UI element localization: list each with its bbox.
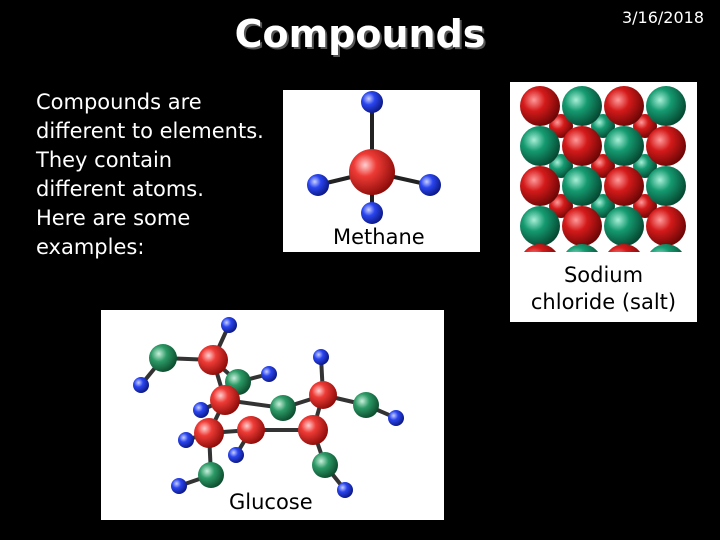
slide-date: 3/16/2018	[621, 8, 704, 27]
sodium-ion	[520, 86, 560, 126]
carbon-atom	[198, 345, 228, 375]
glucose-figure	[101, 310, 444, 520]
hydrogen-atom	[307, 174, 329, 196]
oxygen-atom	[353, 392, 379, 418]
chloride-ion	[562, 244, 602, 252]
hydrogen-atom	[171, 478, 187, 494]
carbon-atom	[349, 149, 395, 195]
chloride-ion	[604, 206, 644, 246]
methane-figure	[283, 90, 480, 252]
chloride-ion	[562, 86, 602, 126]
glucose-label: Glucose	[229, 490, 313, 514]
hydrogen-atom	[419, 174, 441, 196]
hydrogen-atom	[193, 402, 209, 418]
sodium-ion	[520, 244, 560, 252]
oxygen-atom	[270, 395, 296, 421]
chloride-ion	[562, 166, 602, 206]
hydrogen-atom	[228, 447, 244, 463]
carbon-atom	[237, 416, 265, 444]
carbon-atom	[210, 385, 240, 415]
hydrogen-atom	[361, 91, 383, 113]
sodium-chloride-lattice-diagram	[510, 82, 697, 252]
carbon-atom	[309, 381, 337, 409]
oxygen-atom	[149, 344, 177, 372]
carbon-atom	[298, 415, 328, 445]
sodium-ion	[604, 244, 644, 252]
hydrogen-atom	[361, 202, 383, 224]
chloride-ion	[646, 166, 686, 206]
slide-body-text: Compounds are different to elements. They contain different atoms. Here are some examples:	[36, 90, 264, 259]
sodium-ion	[562, 206, 602, 246]
chloride-ion	[646, 244, 686, 252]
hydrogen-atom	[178, 432, 194, 448]
oxygen-atom	[312, 452, 338, 478]
sodium-ion	[562, 126, 602, 166]
sodium-ion	[646, 126, 686, 166]
chloride-ion	[604, 126, 644, 166]
hydrogen-atom	[133, 377, 149, 393]
slide-title: Compounds	[234, 12, 486, 56]
hydrogen-atom	[337, 482, 353, 498]
chloride-ion	[520, 126, 560, 166]
hydrogen-atom	[313, 349, 329, 365]
hydrogen-atom	[221, 317, 237, 333]
sodium-ion	[520, 166, 560, 206]
sodium-ion	[604, 86, 644, 126]
hydrogen-atom	[261, 366, 277, 382]
carbon-atom	[194, 418, 224, 448]
chloride-ion	[646, 86, 686, 126]
chloride-ion	[520, 206, 560, 246]
methane-label: Methane	[333, 225, 425, 249]
sodium-chloride-figure	[510, 82, 697, 322]
glucose-molecule-diagram	[101, 310, 444, 520]
oxygen-atom	[198, 462, 224, 488]
hydrogen-atom	[388, 410, 404, 426]
sodium-ion	[604, 166, 644, 206]
sodium-chloride-label: Sodium chloride (salt)	[530, 263, 677, 314]
sodium-ion	[646, 206, 686, 246]
